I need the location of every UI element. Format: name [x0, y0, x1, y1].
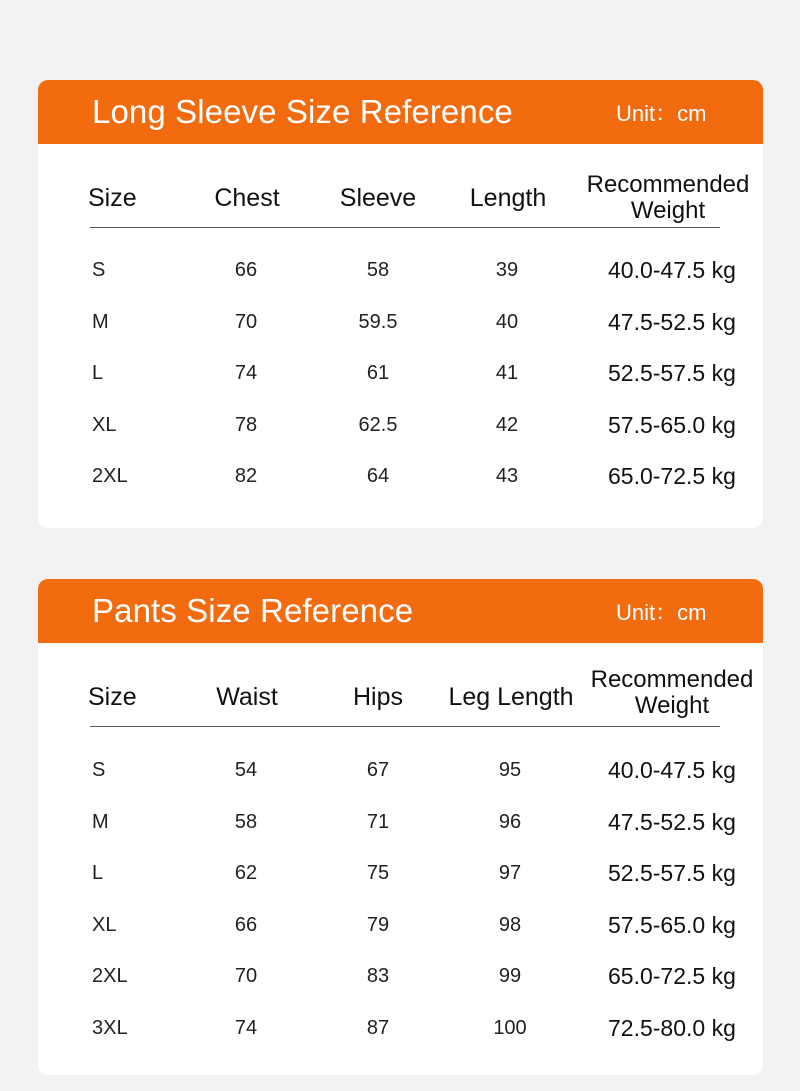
table-cell-c3: 41 — [495, 362, 519, 385]
column-header-sleeve: Sleeve — [339, 184, 417, 212]
long-sleeve-unit: Unit：cm — [616, 101, 707, 126]
table-cell-c2: 83 — [366, 965, 390, 988]
table-cell-weight: 47.5-52.5 kg — [608, 808, 736, 835]
table-cell-size: L — [92, 362, 104, 385]
table-cell-c2: 79 — [366, 913, 390, 936]
table-cell-size: 2XL — [92, 965, 128, 988]
table-cell-size: L — [92, 862, 104, 885]
column-header-hips: Hips — [352, 683, 403, 711]
column-header-size: Size — [88, 683, 137, 711]
table-cell-c1: 66 — [234, 259, 258, 281]
header-divider — [90, 726, 720, 727]
table-cell-size: XL — [92, 913, 117, 936]
table-cell-c3: 98 — [498, 913, 522, 936]
pants-header — [38, 579, 763, 643]
table-cell-size: 2XL — [92, 465, 128, 488]
table-cell-c3: 39 — [495, 259, 519, 281]
table-cell-c2: 87 — [366, 1017, 390, 1039]
table-cell-weight: 47.5-52.5 kg — [608, 308, 736, 335]
long-sleeve-size-card — [38, 80, 763, 528]
column-header-recommended-weight: Recommended Weight — [590, 666, 754, 719]
pants-unit: Unit：cm — [616, 600, 707, 625]
long-sleeve-header — [38, 80, 763, 144]
table-cell-c2: 61 — [366, 362, 390, 385]
table-cell-c1: 70 — [234, 310, 258, 333]
table-cell-c3: 100 — [493, 1017, 527, 1039]
table-cell-size: 3XL — [92, 1017, 128, 1039]
table-cell-c2: 75 — [366, 862, 390, 885]
table-cell-c3: 99 — [498, 965, 522, 988]
table-cell-c3: 95 — [498, 759, 522, 781]
table-cell-c2: 71 — [366, 810, 390, 833]
table-cell-c2: 67 — [366, 759, 390, 781]
table-cell-weight: 57.5-65.0 kg — [608, 911, 736, 938]
table-cell-weight: 57.5-65.0 kg — [608, 411, 736, 438]
header-divider — [90, 227, 720, 228]
table-cell-weight: 52.5-57.5 kg — [608, 860, 736, 887]
table-cell-c1: 74 — [234, 1017, 258, 1039]
table-cell-c1: 62 — [234, 862, 258, 885]
table-cell-weight: 40.0-47.5 kg — [608, 757, 736, 783]
column-header-length: Length — [469, 184, 547, 212]
table-cell-c1: 66 — [234, 913, 258, 936]
table-cell-c2: 62.5 — [358, 413, 398, 436]
table-cell-weight: 65.0-72.5 kg — [608, 963, 736, 990]
table-cell-c1: 78 — [234, 413, 258, 436]
table-cell-weight: 52.5-57.5 kg — [608, 360, 736, 387]
column-header-waist: Waist — [216, 683, 278, 711]
table-cell-c2: 64 — [366, 465, 390, 488]
table-cell-c3: 43 — [495, 465, 519, 488]
table-cell-size: M — [92, 810, 109, 833]
column-header-recommended-weight: Recommended Weight — [586, 171, 750, 224]
table-cell-size: S — [92, 759, 106, 781]
long-sleeve-title: Long Sleeve Size Reference — [92, 93, 513, 130]
table-cell-c2: 58 — [366, 259, 390, 281]
column-header-size: Size — [88, 184, 137, 212]
table-cell-size: XL — [92, 413, 117, 436]
table-cell-c1: 82 — [234, 465, 258, 488]
table-cell-c2: 59.5 — [358, 310, 398, 333]
table-cell-weight: 40.0-47.5 kg — [608, 257, 736, 283]
table-cell-c3: 40 — [495, 310, 519, 333]
table-cell-c1: 70 — [234, 965, 258, 988]
table-cell-weight: 65.0-72.5 kg — [608, 463, 736, 490]
table-cell-weight: 72.5-80.0 kg — [608, 1015, 736, 1041]
table-cell-c3: 97 — [498, 862, 522, 885]
table-cell-c1: 54 — [234, 759, 258, 781]
table-cell-size: S — [92, 259, 106, 281]
column-header-leg-length: Leg Length — [448, 683, 574, 711]
table-cell-c1: 58 — [234, 810, 258, 833]
table-cell-c3: 42 — [495, 413, 519, 436]
pants-size-card — [38, 579, 763, 1075]
table-cell-c3: 96 — [498, 810, 522, 833]
table-cell-c1: 74 — [234, 362, 258, 385]
table-cell-size: M — [92, 310, 109, 333]
pants-title: Pants Size Reference — [92, 592, 414, 629]
column-header-chest: Chest — [214, 184, 280, 212]
